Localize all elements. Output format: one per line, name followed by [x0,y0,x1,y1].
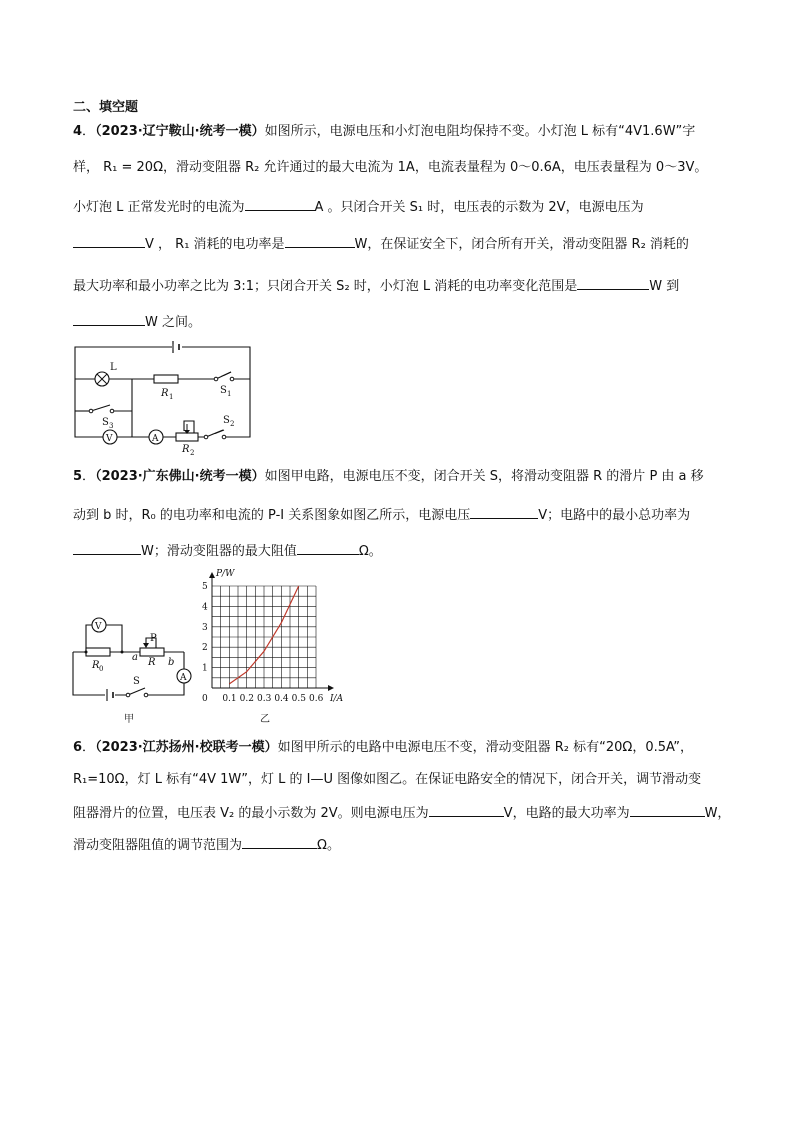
q4-text-7: 最大功率和最小功率之比为 3:1；只闭合开关 S₂ 时，小灯泡 L 消耗的电功率变化范围是 [73,279,578,294]
q5-line-3 [73,541,382,560]
q5-text-5: Ω。 [358,544,382,559]
q6-line-1: 6．（2023·江苏扬州·校联考一模）如图甲所示的电路中电源电压不变，滑动变阻器 R₂ 标有“20Ω，0.5A”， [73,740,694,755]
q5-line-1: 5．（2023·广东佛山·统考一模）如图甲电路，电源电压不变，闭合开关 S，将滑动变阻器 R 的滑片 P 由 a 移 [73,469,704,484]
q5-text-4: W；滑动变阻器的最大阻值 [141,544,297,559]
q5-circuit-figure [66,610,196,730]
q6-text-7: Ω。 [317,838,340,853]
y-tick-label: 4 [202,602,208,613]
q4-text-3: 小灯泡 L 正常发光时的电流为 [73,200,245,215]
q4-line-1: 4．（2023·辽宁鞍山·统考一模）如图所示，电源电压和小灯泡电阻均保持不变。小灯泡 L 标有“4V1.6W”字 [73,124,696,139]
q6-source: （2023·江苏扬州·校联考一模） [95,740,278,755]
q6-text-4: V，电路的最大功率为 [503,806,630,821]
q4-line-2: 样， R₁ = 20Ω，滑动变阻器 R₂ 允许通过的最大电流为 1A，电流表量程为 0～0.6A，电压表量程为 0～3V。 [73,160,708,175]
q4-source: （2023·辽宁鞍山·统考一模） [95,124,265,139]
q4-number: 4 [73,124,83,139]
s2-subscript: 2 [230,420,235,428]
q4-text-6: W，在保证安全下，闭合所有开关，滑动变阻器 R₂ 消耗的 [354,237,689,252]
x-tick-label: 0.6 [309,694,324,704]
q5-text-2: 动到 b 时，R₀ 的电功率和电流的 P-I 关系图象如图乙所示，电源电压 [73,508,471,523]
q5-text-3: V；电路中的最小总功率为 [538,508,691,523]
q5-caption-yi: 乙 [260,714,270,725]
q4-line-3 [73,197,644,216]
q5-source: （2023·广东佛山·统考一模） [95,469,265,484]
q4-blank-3[interactable] [285,234,355,248]
s1-subscript: 1 [227,390,232,398]
q4-line-6 [73,312,201,331]
q5-voltmeter-label: V [95,622,102,632]
y-axis-label: P/W [216,569,235,579]
q6-text-6: 滑动变阻器阻值的调节范围为 [73,838,243,853]
q5-r0-label: R [92,660,100,671]
q4-circuit-figure [66,336,258,457]
q4-line-4 [73,234,689,253]
s3-label: S [102,417,109,428]
x-tick-label: 0.3 [257,694,272,704]
y-tick-label: 2 [202,643,208,654]
q6-blank-3[interactable] [242,835,317,849]
lamp-label: L [110,362,117,373]
q4-text-1: 如图所示，电源电压和小灯泡电阻均保持不变。小灯泡 L 标有“4V1.6W”字 [264,124,696,139]
q4-text-5: V ， R₁ 消耗的电功率是 [145,237,285,252]
q5-switch-label: S [133,676,140,687]
q5-slider-label: P [150,633,157,644]
q5-caption-jia: 甲 [124,714,134,725]
q4-blank-4[interactable] [577,276,649,290]
q4-blank-2[interactable] [73,234,145,248]
q4-blank-5[interactable] [73,312,145,326]
q5-pi-chart [196,564,356,730]
q4-blank-1[interactable] [245,197,315,211]
s3-subscript: 3 [109,422,114,430]
y-tick-label: 5 [202,582,208,592]
y-tick-label: 1 [202,663,208,674]
q5-blank-1[interactable] [470,505,538,519]
q5-line-2 [73,505,690,524]
q6-line-4 [73,835,340,854]
r2-label: R [182,444,190,455]
q4-text-8: W 到 [649,279,680,294]
r2-subscript: 2 [190,449,195,457]
x-tick-label: 0.4 [274,694,289,704]
q6-text-5: W， [704,806,731,821]
q5-blank-2[interactable] [73,541,141,555]
chart-grid [212,586,316,688]
section-title: 二、填空题 [73,100,139,115]
q5-ammeter-label: A [180,673,187,683]
q5-blank-3[interactable] [297,541,359,555]
q6-blank-1[interactable] [429,803,504,817]
q5-number: 5 [73,469,83,484]
y-tick-label: 3 [202,622,208,633]
s2-label: S [223,415,230,426]
q5-r0-subscript: 0 [99,665,104,673]
q6-text-3: 阻器滑片的位置，电压表 V₂ 的最小示数为 2V。则电源电压为 [73,806,429,821]
s1-label: S [220,385,227,396]
x-tick-label: 0.1 [222,694,237,704]
chart-axes [209,572,334,691]
q5-text-1: 如图甲电路，电源电压不变，闭合开关 S，将滑动变阻器 R 的滑片 P 由 a 移 [264,469,704,484]
q6-text-1: 如图甲所示的电路中电源电压不变，滑动变阻器 R₂ 标有“20Ω，0.5A”， [277,740,694,755]
x-axis-label: I/A [330,694,344,704]
voltmeter-label: V [106,434,113,444]
q4-line-5 [73,276,679,295]
ammeter-label: A [152,434,159,444]
q6-number: 6 [73,740,83,755]
q4-text-9: W 之间。 [145,315,201,330]
x-axis-arrow [328,685,334,691]
q5-b-label: b [168,657,175,668]
x-tick-label: 0.5 [291,694,306,704]
x-tick-label: 0.2 [239,694,254,704]
y-axis-arrow [209,572,215,578]
q5-a-label: a [132,652,138,663]
origin-label: 0 [202,694,208,704]
q6-blank-2[interactable] [630,803,705,817]
r1-subscript: 1 [169,393,174,401]
q5-r-label: R [148,657,156,668]
q6-line-3 [73,803,730,822]
q4-text-4: A 。只闭合开关 S₁ 时，电压表的示数为 2V，电源电压为 [314,200,644,215]
q6-line-2: R₁=10Ω，灯 L 标有“4V 1W”，灯 L 的 I—U 图像如图乙。在保证电路安全的情况下，闭合开关，调节滑动变 [73,772,702,787]
r1-label: R [161,388,169,399]
